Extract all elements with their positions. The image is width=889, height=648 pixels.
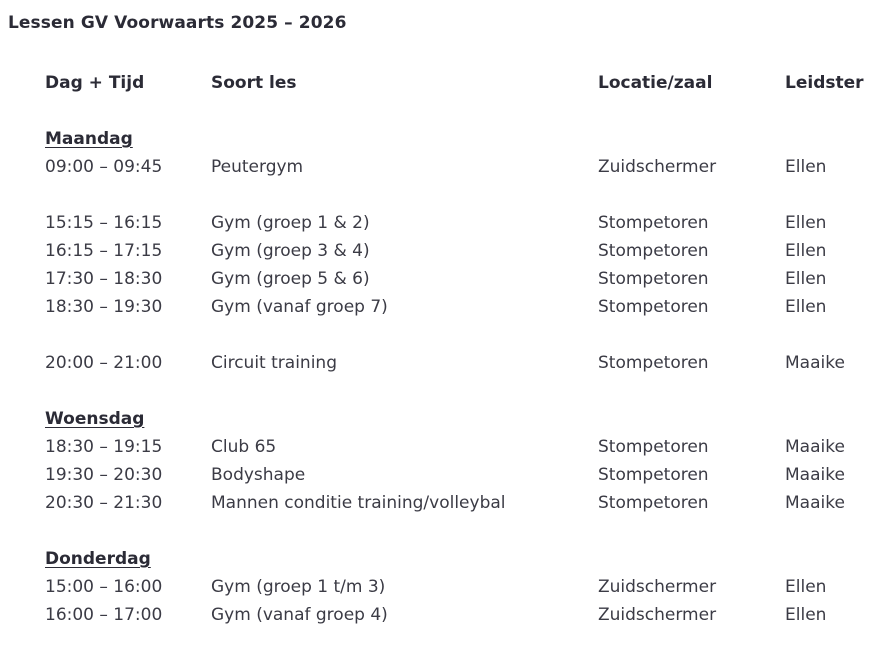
lesson-location: Stompetoren — [598, 269, 709, 289]
lesson-time: 17:30 – 18:30 — [45, 269, 163, 289]
lesson-location: Stompetoren — [598, 465, 709, 485]
day-name: Woensdag — [45, 409, 145, 429]
lesson-type: Circuit training — [211, 353, 337, 373]
lesson-leader: Ellen — [785, 297, 827, 317]
lesson-time: 20:00 – 21:00 — [45, 353, 163, 373]
lesson-type: Gym (groep 5 & 6) — [211, 269, 370, 289]
table-row — [0, 153, 889, 181]
table-row — [0, 489, 889, 517]
day-heading — [0, 545, 889, 573]
table-row — [0, 293, 889, 321]
day-heading — [0, 405, 889, 433]
lesson-location: Stompetoren — [598, 437, 709, 457]
lesson-location: Stompetoren — [598, 241, 709, 261]
lesson-type: Gym (groep 3 & 4) — [211, 241, 370, 261]
lesson-location: Zuidschermer — [598, 577, 717, 597]
header-type: Soort les — [211, 73, 297, 93]
lesson-type: Mannen conditie training/volleybal — [211, 493, 506, 513]
lesson-time: 20:30 – 21:30 — [45, 493, 163, 513]
lesson-type: Bodyshape — [211, 465, 306, 485]
lesson-time: 19:30 – 20:30 — [45, 465, 163, 485]
lesson-location: Zuidschermer — [598, 157, 717, 177]
table-row — [0, 461, 889, 489]
header-leader: Leidster — [785, 73, 864, 93]
page-title: Lessen GV Voorwaarts 2025 – 2026 — [8, 13, 347, 33]
lesson-location: Stompetoren — [598, 213, 709, 233]
lesson-time: 18:30 – 19:30 — [45, 297, 163, 317]
lesson-time: 16:00 – 17:00 — [45, 605, 163, 625]
lesson-location: Stompetoren — [598, 493, 709, 513]
lesson-leader: Ellen — [785, 269, 827, 289]
lesson-time: 09:00 – 09:45 — [45, 157, 163, 177]
lesson-type: Gym (groep 1 & 2) — [211, 213, 370, 233]
lesson-leader: Ellen — [785, 157, 827, 177]
lesson-location: Stompetoren — [598, 353, 709, 373]
header-time: Dag + Tijd — [45, 73, 145, 93]
lesson-leader: Ellen — [785, 241, 827, 261]
lesson-time: 18:30 – 19:15 — [45, 437, 163, 457]
lesson-leader: Maaike — [785, 437, 845, 457]
lesson-leader: Ellen — [785, 213, 827, 233]
table-row — [0, 601, 889, 629]
lesson-time: 15:00 – 16:00 — [45, 577, 163, 597]
table-row — [0, 433, 889, 461]
lesson-location: Zuidschermer — [598, 605, 717, 625]
lesson-type: Club 65 — [211, 437, 277, 457]
table-header — [0, 69, 889, 97]
lesson-time: 15:15 – 16:15 — [45, 213, 163, 233]
day-heading — [0, 125, 889, 153]
lesson-leader: Ellen — [785, 605, 827, 625]
lesson-location: Stompetoren — [598, 297, 709, 317]
lesson-type: Peutergym — [211, 157, 304, 177]
lesson-type: Gym (vanaf groep 4) — [211, 605, 388, 625]
lesson-leader: Maaike — [785, 465, 845, 485]
table-row — [0, 349, 889, 377]
table-row — [0, 265, 889, 293]
day-name: Maandag — [45, 129, 133, 149]
lesson-type: Gym (groep 1 t/m 3) — [211, 577, 386, 597]
lesson-type: Gym (vanaf groep 7) — [211, 297, 388, 317]
lesson-time: 16:15 – 17:15 — [45, 241, 163, 261]
table-row — [0, 573, 889, 601]
lesson-leader: Ellen — [785, 577, 827, 597]
lesson-leader: Maaike — [785, 353, 845, 373]
table-row — [0, 237, 889, 265]
lesson-leader: Maaike — [785, 493, 845, 513]
table-row — [0, 209, 889, 237]
day-name: Donderdag — [45, 549, 151, 569]
header-location: Locatie/zaal — [598, 73, 713, 93]
